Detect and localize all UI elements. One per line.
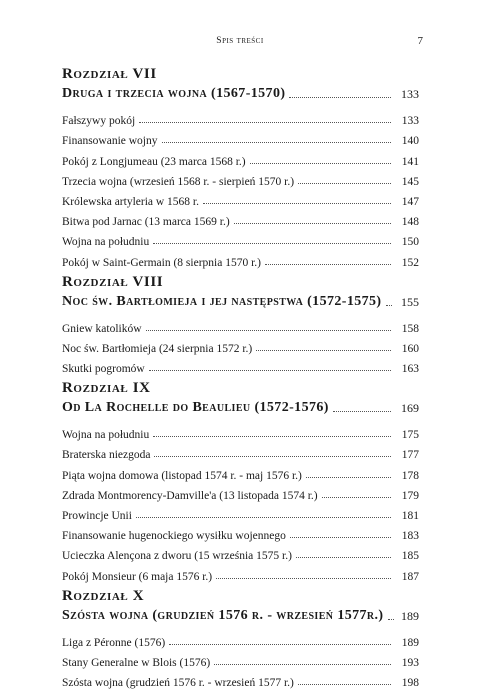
chapter-10 xyxy=(62,589,419,689)
running-title: Spis treści xyxy=(216,36,264,46)
chapter-title: Od La Rochelle do Beaulieu (1572-1576) xyxy=(62,400,329,416)
entry-page: 193 xyxy=(401,656,419,669)
toc-entry[interactable] xyxy=(62,461,419,481)
toc-entry[interactable] xyxy=(62,208,419,228)
dot-leader xyxy=(298,684,391,685)
dot-leader xyxy=(136,517,391,518)
chapter-label: Rozdział X xyxy=(62,587,145,604)
chapter-label: Rozdział VIII xyxy=(62,273,164,290)
entry-title: Prowincje Unii xyxy=(62,510,132,522)
entry-page: 175 xyxy=(401,429,419,442)
entry-page: 147 xyxy=(401,195,419,208)
entry-title: Bitwa pod Jarnac (13 marca 1569 r.) xyxy=(62,216,230,229)
entry-page: 179 xyxy=(401,489,419,502)
entry-page: 160 xyxy=(401,342,419,355)
entry-title: Piąta wojna domowa (listopad 1574 r. - maj 1576 r.) xyxy=(62,469,302,482)
chapter-page: 133 xyxy=(401,87,419,101)
chapter-page: 169 xyxy=(401,401,419,416)
toc-entry[interactable] xyxy=(62,441,419,461)
chapter-title-row[interactable] xyxy=(62,290,419,310)
entry-title: Liga z Péronne (1576) xyxy=(62,636,166,649)
toc-entry[interactable] xyxy=(62,421,419,441)
dot-leader xyxy=(333,411,391,412)
dot-leader xyxy=(265,264,391,265)
entry-page: 158 xyxy=(401,322,419,335)
chapter-label: Rozdział IX xyxy=(62,380,151,397)
dot-leader xyxy=(289,97,391,98)
dot-leader xyxy=(154,456,391,457)
dot-leader xyxy=(214,664,391,665)
toc-entry[interactable] xyxy=(62,168,419,188)
toc-entry[interactable] xyxy=(62,669,419,689)
entry-title: Fałszywy pokój xyxy=(62,115,136,128)
entry-page: 152 xyxy=(401,256,419,269)
entry-page: 133 xyxy=(401,115,419,128)
toc-entry[interactable] xyxy=(62,542,419,562)
toc-entry[interactable] xyxy=(62,502,419,522)
entry-page: 145 xyxy=(401,175,419,188)
toc-entry[interactable] xyxy=(62,147,419,167)
dot-leader xyxy=(298,183,391,184)
toc-entry[interactable] xyxy=(62,482,419,502)
entry-title: Finansowanie hugenockiego wysiłku wojennego xyxy=(62,530,286,543)
entry-page: 177 xyxy=(401,449,419,462)
chapter-title: Szósta wojna (grudzień 1576 r. - wrzesień 1577r.) xyxy=(62,607,384,623)
entry-page: 185 xyxy=(401,550,419,563)
dot-leader xyxy=(386,305,392,306)
entry-page: 189 xyxy=(401,636,419,649)
dot-leader xyxy=(322,497,391,498)
entry-page: 148 xyxy=(401,216,419,229)
toc-entry[interactable] xyxy=(62,127,419,147)
entry-title: Wojna na południu xyxy=(62,429,150,442)
toc-entry[interactable] xyxy=(62,629,419,649)
dot-leader xyxy=(169,644,391,645)
entry-page: 178 xyxy=(401,469,419,482)
toc-entry[interactable] xyxy=(62,562,419,582)
entry-page: 163 xyxy=(401,363,419,376)
dot-leader xyxy=(306,477,391,478)
chapter-title: Druga i trzecia wojna (1567-1570) xyxy=(62,86,286,101)
toc-entry[interactable] xyxy=(62,522,419,542)
entry-title: Noc św. Bartłomieja (24 sierpnia 1572 r.) xyxy=(62,342,253,355)
dot-leader xyxy=(203,203,391,204)
dot-leader xyxy=(146,330,391,331)
dot-leader xyxy=(388,619,394,620)
toc-entry[interactable] xyxy=(62,355,419,375)
entry-title: Ucieczka Alençona z dworu (15 września 1575 r.) xyxy=(62,550,292,563)
entry-title: Szósta wojna (grudzień 1576 r. - wrzesień 1577 r.) xyxy=(62,677,294,689)
toc-entry[interactable] xyxy=(62,228,419,248)
dot-leader xyxy=(256,350,391,351)
chapter-page: 155 xyxy=(401,294,419,309)
chapter-8 xyxy=(62,275,419,376)
chapter-title-row[interactable] xyxy=(62,396,419,416)
entry-title: Zdrada Montmorency-Damville'a (13 listopada 1574 r.) xyxy=(62,489,318,502)
entry-title: Stany Generalne w Blois (1576) xyxy=(62,656,211,669)
entry-title: Pokój Monsieur (6 maja 1576 r.) xyxy=(62,570,213,583)
chapter-7 xyxy=(62,67,419,269)
entry-page: 187 xyxy=(401,570,419,583)
chapter-title: Noc św. Bartłomieja i jej następstwa (1572-1575) xyxy=(62,293,382,309)
entry-page: 150 xyxy=(401,236,419,249)
entry-page: 140 xyxy=(401,135,419,148)
entry-title: Królewska artyleria w 1568 r. xyxy=(62,195,200,208)
dot-leader xyxy=(139,122,391,123)
entry-title: Skutki pogromów xyxy=(62,363,145,376)
chapter-title-row[interactable] xyxy=(62,82,419,102)
entry-title: Braterska niezgoda xyxy=(62,449,151,462)
entry-page: 181 xyxy=(401,510,419,522)
dot-leader xyxy=(162,142,391,143)
entry-title: Pokój w Saint-Germain (8 sierpnia 1570 r.) xyxy=(62,256,261,269)
toc-entry[interactable] xyxy=(62,188,419,208)
entry-title: Wojna na południu xyxy=(62,236,150,249)
toc-entry[interactable] xyxy=(62,315,419,335)
chapter-9 xyxy=(62,381,419,583)
dot-leader xyxy=(296,557,391,558)
entry-title: Pokój z Longjumeau (23 marca 1568 r.) xyxy=(62,155,246,168)
dot-leader xyxy=(216,578,391,579)
entry-title: Trzecia wojna (wrzesień 1568 r. - sierpień 1570 r.) xyxy=(62,175,295,188)
entry-title: Gniew katolików xyxy=(62,322,142,335)
dot-leader xyxy=(290,537,391,538)
entry-page: 141 xyxy=(401,155,419,168)
entry-page: 183 xyxy=(401,530,419,543)
dot-leader xyxy=(149,370,391,371)
entry-page: 198 xyxy=(401,677,419,689)
table-of-contents xyxy=(62,67,419,689)
chapter-title-row[interactable] xyxy=(62,604,419,624)
toc-entry[interactable] xyxy=(62,248,419,268)
page-number: 7 xyxy=(417,35,423,47)
entry-title: Finansowanie wojny xyxy=(62,135,158,148)
toc-entry[interactable] xyxy=(62,335,419,355)
toc-entry[interactable] xyxy=(62,107,419,127)
toc-entry[interactable] xyxy=(62,649,419,669)
dot-leader xyxy=(250,163,391,164)
chapter-label: Rozdział VII xyxy=(62,66,157,82)
dot-leader xyxy=(153,243,391,244)
chapter-page: 189 xyxy=(401,608,419,623)
dot-leader xyxy=(153,436,391,437)
running-header xyxy=(0,36,480,50)
dot-leader xyxy=(234,223,391,224)
